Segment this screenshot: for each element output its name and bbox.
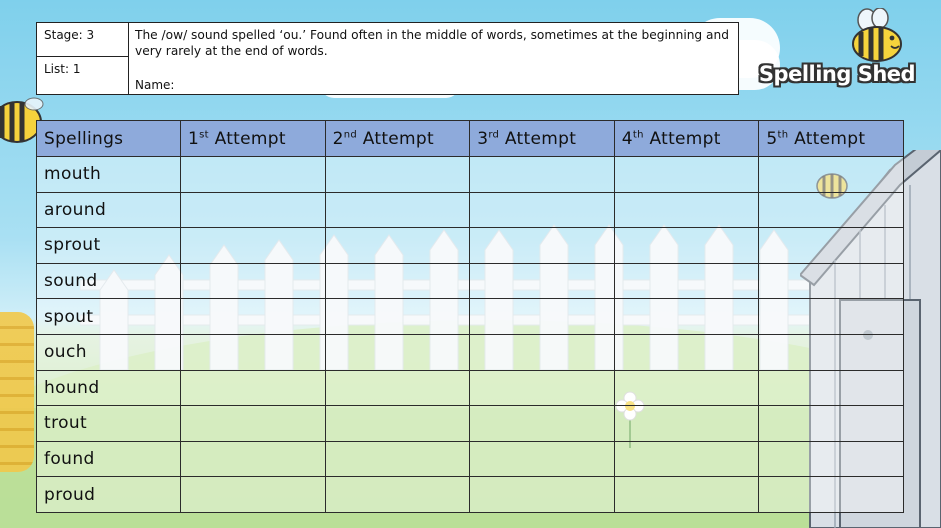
attempt-cell[interactable] xyxy=(759,228,904,264)
attempt-cell[interactable] xyxy=(325,406,470,442)
spelling-table xyxy=(36,120,904,513)
worksheet-header xyxy=(36,22,739,95)
spelling-word: found xyxy=(37,441,181,477)
attempt-cell[interactable] xyxy=(181,370,326,406)
attempt-cell[interactable] xyxy=(325,441,470,477)
attempt-cell[interactable] xyxy=(325,334,470,370)
attempt-cell[interactable] xyxy=(614,441,759,477)
attempt-cell[interactable] xyxy=(614,192,759,228)
header-left-column xyxy=(37,23,129,94)
attempt-cell[interactable] xyxy=(470,406,615,442)
name-field-label: Name: xyxy=(135,78,175,92)
spelling-word: sprout xyxy=(37,228,181,264)
beehive xyxy=(0,312,34,472)
attempt-cell[interactable] xyxy=(181,299,326,335)
spelling-word: hound xyxy=(37,370,181,406)
attempt-5-header: 5th Attempt xyxy=(759,121,904,157)
list-label: List: 1 xyxy=(44,62,81,76)
attempt-cell[interactable] xyxy=(470,441,615,477)
attempt-cell[interactable] xyxy=(614,263,759,299)
attempt-3-header: 3rd Attempt xyxy=(470,121,615,157)
attempt-cell[interactable] xyxy=(470,157,615,193)
attempt-cell[interactable] xyxy=(470,228,615,264)
attempt-1-header: 1st Attempt xyxy=(181,121,326,157)
attempt-2-header: 2nd Attempt xyxy=(325,121,470,157)
spelling-word: proud xyxy=(37,477,181,513)
spelling-word: around xyxy=(37,192,181,228)
logo-text: Spelling Shed xyxy=(758,62,916,86)
attempt-cell[interactable] xyxy=(181,334,326,370)
table-row xyxy=(37,228,904,264)
table-row xyxy=(37,299,904,335)
attempt-cell[interactable] xyxy=(181,263,326,299)
table-row xyxy=(37,157,904,193)
attempt-cell[interactable] xyxy=(614,228,759,264)
attempt-cell[interactable] xyxy=(614,157,759,193)
spelling-word: mouth xyxy=(37,157,181,193)
attempt-cell[interactable] xyxy=(759,299,904,335)
attempt-cell[interactable] xyxy=(470,477,615,513)
attempt-cell[interactable] xyxy=(614,299,759,335)
sound-description: The /ow/ sound spelled ‘ou.’ Found often in the middle of words, sometimes at the beginning and very rarely at the end of words. xyxy=(135,28,729,58)
spelling-word: spout xyxy=(37,299,181,335)
attempt-cell[interactable] xyxy=(325,370,470,406)
attempt-4-header: 4th Attempt xyxy=(614,121,759,157)
attempt-cell[interactable] xyxy=(759,263,904,299)
attempt-cell[interactable] xyxy=(759,370,904,406)
attempt-cell[interactable] xyxy=(470,192,615,228)
table-row xyxy=(37,441,904,477)
attempt-cell[interactable] xyxy=(325,228,470,264)
attempt-cell[interactable] xyxy=(181,441,326,477)
table-row xyxy=(37,263,904,299)
attempt-cell[interactable] xyxy=(470,263,615,299)
attempt-cell[interactable] xyxy=(470,370,615,406)
spelling-word: ouch xyxy=(37,334,181,370)
attempt-cell[interactable] xyxy=(470,299,615,335)
attempt-cell[interactable] xyxy=(759,192,904,228)
attempt-cell[interactable] xyxy=(759,334,904,370)
table-row xyxy=(37,370,904,406)
table-row xyxy=(37,477,904,513)
table-row xyxy=(37,406,904,442)
attempt-cell[interactable] xyxy=(325,192,470,228)
attempt-cell[interactable] xyxy=(325,263,470,299)
spelling-word: trout xyxy=(37,406,181,442)
attempt-cell[interactable] xyxy=(759,477,904,513)
table-row xyxy=(37,334,904,370)
attempt-cell[interactable] xyxy=(325,299,470,335)
spelling-word: sound xyxy=(37,263,181,299)
attempt-cell[interactable] xyxy=(181,406,326,442)
attempt-cell[interactable] xyxy=(614,370,759,406)
stage-cell xyxy=(37,23,128,57)
attempt-cell[interactable] xyxy=(614,477,759,513)
attempt-cell[interactable] xyxy=(325,157,470,193)
attempt-cell[interactable] xyxy=(759,441,904,477)
attempt-cell[interactable] xyxy=(614,406,759,442)
stage-label: Stage: 3 xyxy=(44,28,95,42)
spellings-column-header: Spellings xyxy=(37,121,181,157)
table-header-row xyxy=(37,121,904,157)
attempt-cell[interactable] xyxy=(181,228,326,264)
attempt-cell[interactable] xyxy=(181,192,326,228)
attempt-cell[interactable] xyxy=(181,477,326,513)
attempt-cell[interactable] xyxy=(759,157,904,193)
table-row xyxy=(37,192,904,228)
attempt-cell[interactable] xyxy=(181,157,326,193)
bee-icon xyxy=(847,8,909,64)
spelling-shed-logo xyxy=(752,8,922,92)
attempt-cell[interactable] xyxy=(614,334,759,370)
attempt-cell[interactable] xyxy=(325,477,470,513)
attempt-cell[interactable] xyxy=(759,406,904,442)
attempt-cell[interactable] xyxy=(470,334,615,370)
